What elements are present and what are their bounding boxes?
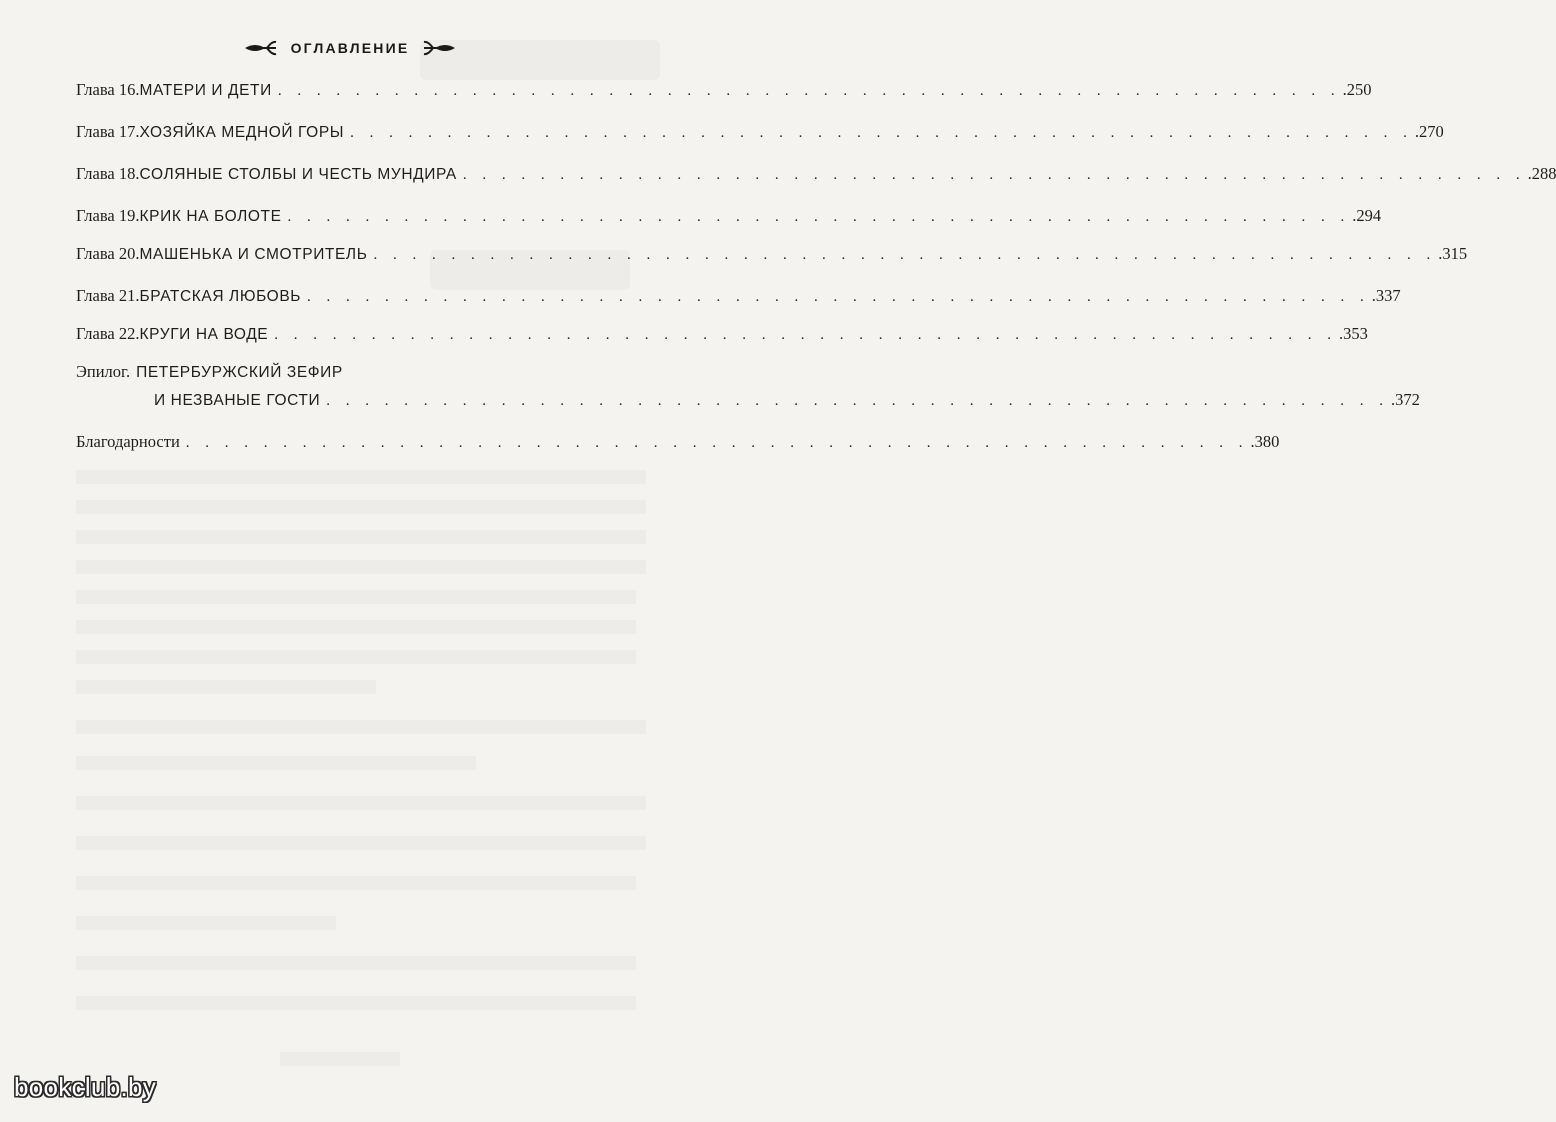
dot-leader: . . . . . . . . . . . . . . . . . . . . . . . . . . . . . . . . . . . . . . . . . . . . . . . . . . . . . . . xyxy=(287,209,1351,225)
chapter-number: Глава 16. xyxy=(76,80,140,99)
chapter-number: Глава 21. xyxy=(76,286,140,305)
chapter-title: СОЛЯНЫЕ СТОЛБЫ И ЧЕСТЬ МУНДИРА xyxy=(139,166,457,183)
dot-leader: . . . . . . . . . . . . . . . . . . . . . . . . . . . . . . . . . . . . . . . . . . . . . . . . . . . . . . . xyxy=(307,289,1370,305)
chapter-number: Глава 20. xyxy=(76,244,140,263)
dot-leader: . . . . . . . . . . . . . . . . . . . . . . . . . . . . . . . . . . . . . . . . . . . . . . . . . . . . . . . xyxy=(350,125,1413,141)
chapter-number: Глава 17. xyxy=(76,122,140,141)
epilogue-label: Эпилог. xyxy=(76,362,131,381)
page-number: .380 xyxy=(1250,432,1280,451)
page-number: .288 xyxy=(1527,164,1556,183)
toc-entry-acknowledgements xyxy=(76,432,1280,453)
chapter-title: КРИК НА БОЛОТЕ xyxy=(139,208,282,225)
epilogue-title-line2: И НЕЗВАНЫЕ ГОСТИ xyxy=(154,392,321,409)
page-number: .353 xyxy=(1339,324,1368,343)
chapter-title: ХОЗЯЙКА МЕДНОЙ ГОРЫ xyxy=(139,124,345,141)
toc-entry xyxy=(76,80,1372,101)
chapter-title: БРАТСКАЯ ЛЮБОВЬ xyxy=(139,288,302,305)
chapter-number: Глава 19. xyxy=(76,206,140,225)
dot-leader: . . . . . . . . . . . . . . . . . . . . . . . . . . . . . . . . . . . . . . . . . . . . . . . . . . . . . . . xyxy=(326,393,1389,409)
toc-entry-epilogue xyxy=(76,362,650,383)
page-number: .315 xyxy=(1438,244,1468,263)
leaf-ornament-icon xyxy=(243,39,277,57)
toc-entry-epilogue-cont xyxy=(76,390,1420,411)
acknowledgements-label: Благодарности xyxy=(76,432,180,451)
toc-entry xyxy=(76,286,1401,307)
dot-leader: . . . . . . . . . . . . . . . . . . . . . . . . . . . . . . . . . . . . . . . . . . . . . . . . . . . . . . . xyxy=(185,435,1249,451)
site-watermark: bookclub.by xyxy=(14,1072,157,1102)
toc-title: ОГЛАВЛЕНИЕ xyxy=(290,40,410,56)
dot-leader: . . . . . . . . . . . . . . . . . . . . . . . . . . . . . . . . . . . . . . . . . . . . . . . . . . . . . . . xyxy=(274,327,1337,343)
toc-entry xyxy=(76,244,1468,265)
page-number: .294 xyxy=(1352,206,1382,225)
dot-leader: . . . . . . . . . . . . . . . . . . . . . . . . . . . . . . . . . . . . . . . . . . . . . . . . . . . . . . . xyxy=(277,83,1341,99)
page-number: .372 xyxy=(1390,390,1420,409)
toc-entry xyxy=(76,164,1556,185)
chapter-title: МАТЕРИ И ДЕТИ xyxy=(139,82,272,99)
page-number: .250 xyxy=(1342,80,1372,99)
toc-entry xyxy=(76,122,1444,143)
chapter-number: Глава 18. xyxy=(76,164,140,183)
chapter-number: Глава 22. xyxy=(76,324,140,343)
chapter-title: КРУГИ НА ВОДЕ xyxy=(139,326,269,343)
dot-leader: . . . . . . . . . . . . . . . . . . . . . . . . . . . . . . . . . . . . . . . . . . . . . . . . . . . . . . . xyxy=(373,247,1437,263)
page-number: .337 xyxy=(1371,286,1401,305)
chapter-title: МАШЕНЬКА И СМОТРИТЕЛЬ xyxy=(139,246,368,263)
dot-leader: . . . . . . . . . . . . . . . . . . . . . . . . . . . . . . . . . . . . . . . . . . . . . . . . . . . . . . . xyxy=(462,167,1526,183)
epilogue-title-line1: ПЕТЕРБУРЖСКИЙ ЗЕФИР xyxy=(136,364,343,381)
page-number: .270 xyxy=(1414,122,1444,141)
leaf-ornament-icon xyxy=(423,39,457,57)
toc-entry xyxy=(76,324,1368,345)
toc-entry xyxy=(76,206,1382,227)
toc-header xyxy=(0,36,700,60)
